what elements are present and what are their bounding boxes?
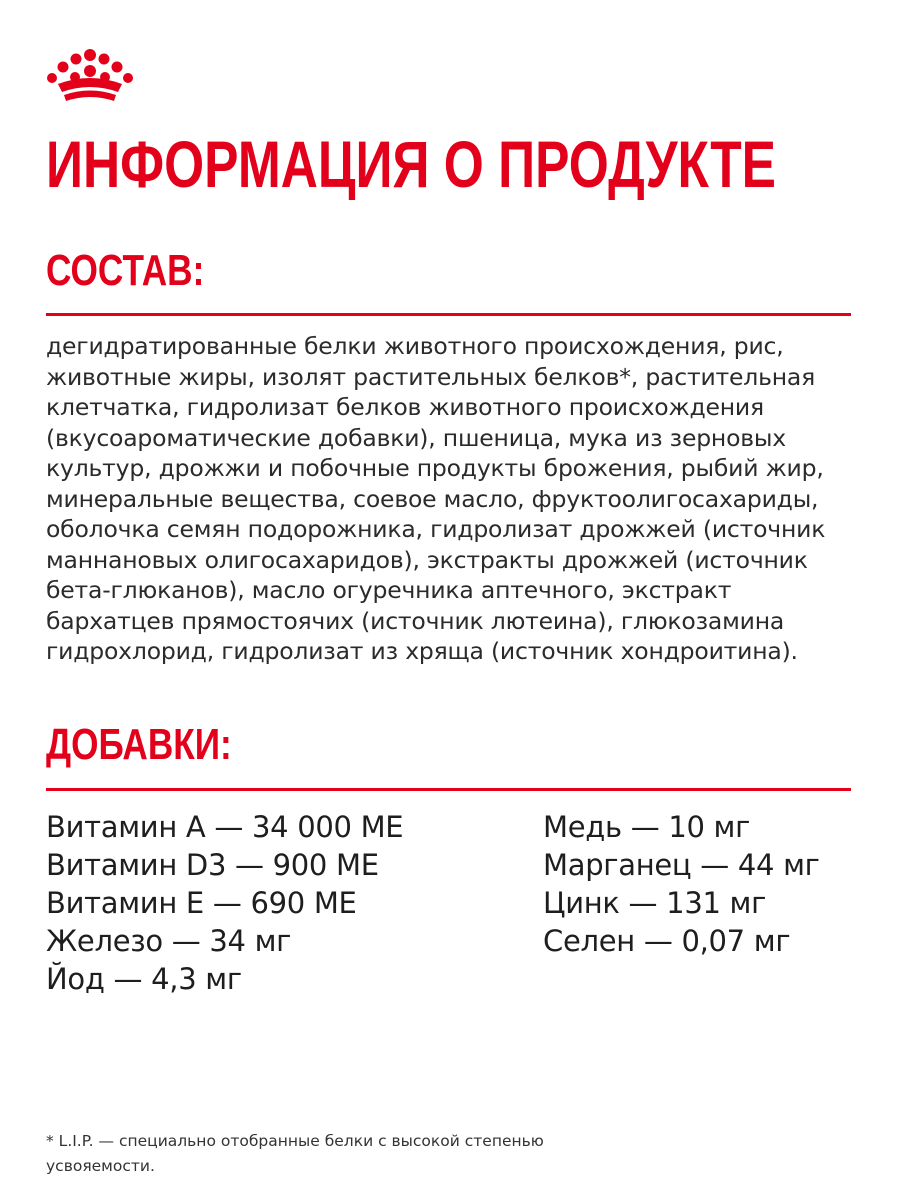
composition-heading: СОСТАВ: (46, 246, 205, 295)
composition-divider (46, 313, 851, 316)
footnote: * L.I.P. — специально отобранные белки с высокой степенью усвояемости. (46, 1132, 544, 1175)
additive-item: Цинк — 131 мг (543, 886, 767, 920)
crown-icon (46, 48, 134, 104)
additive-item: Йод — 4,3 мг (46, 962, 242, 996)
additive-item: Железо — 34 мг (46, 924, 292, 958)
additive-item: Витамин A — 34 000 МЕ (46, 810, 404, 844)
additive-item: Витамин D3 — 900 МЕ (46, 848, 379, 882)
additives-heading: ДОБАВКИ: (46, 720, 232, 769)
additive-item: Медь — 10 мг (543, 810, 751, 844)
additives-right-list (543, 808, 820, 960)
additives-divider (46, 788, 851, 791)
page-title: ИНФОРМАЦИЯ О ПРОДУКТЕ (46, 127, 776, 201)
additive-item: Селен — 0,07 мг (543, 924, 791, 958)
additive-item: Марганец — 44 мг (543, 848, 820, 882)
additive-item: Витамин E — 690 МЕ (46, 886, 357, 920)
additives-left-list (46, 808, 403, 998)
composition-text: дегидратированные белки животного происхождения, рис, животные жиры, изолят растительных белков*, растительная клетчатка, гидролизат белков животного происхождения (вкусоароматические добавки), пшеница, мука из зерновых культур, дрожжи и побочные продукты брожения, рыбий жир, минеральные вещества, соевое масло, фруктоолигосахариды, оболочка семян подорожника, гидролизат дрожжей (источник маннановых олигосахаридов), экстракты дрожжей (источник бета-глюканов), масло огуречника аптечного, экстракт бархатцев прямостоячих (источник лютеина), глюкозамина гидрохлорид, гидролизат из хряща (источник хондроитина). (46, 332, 826, 665)
